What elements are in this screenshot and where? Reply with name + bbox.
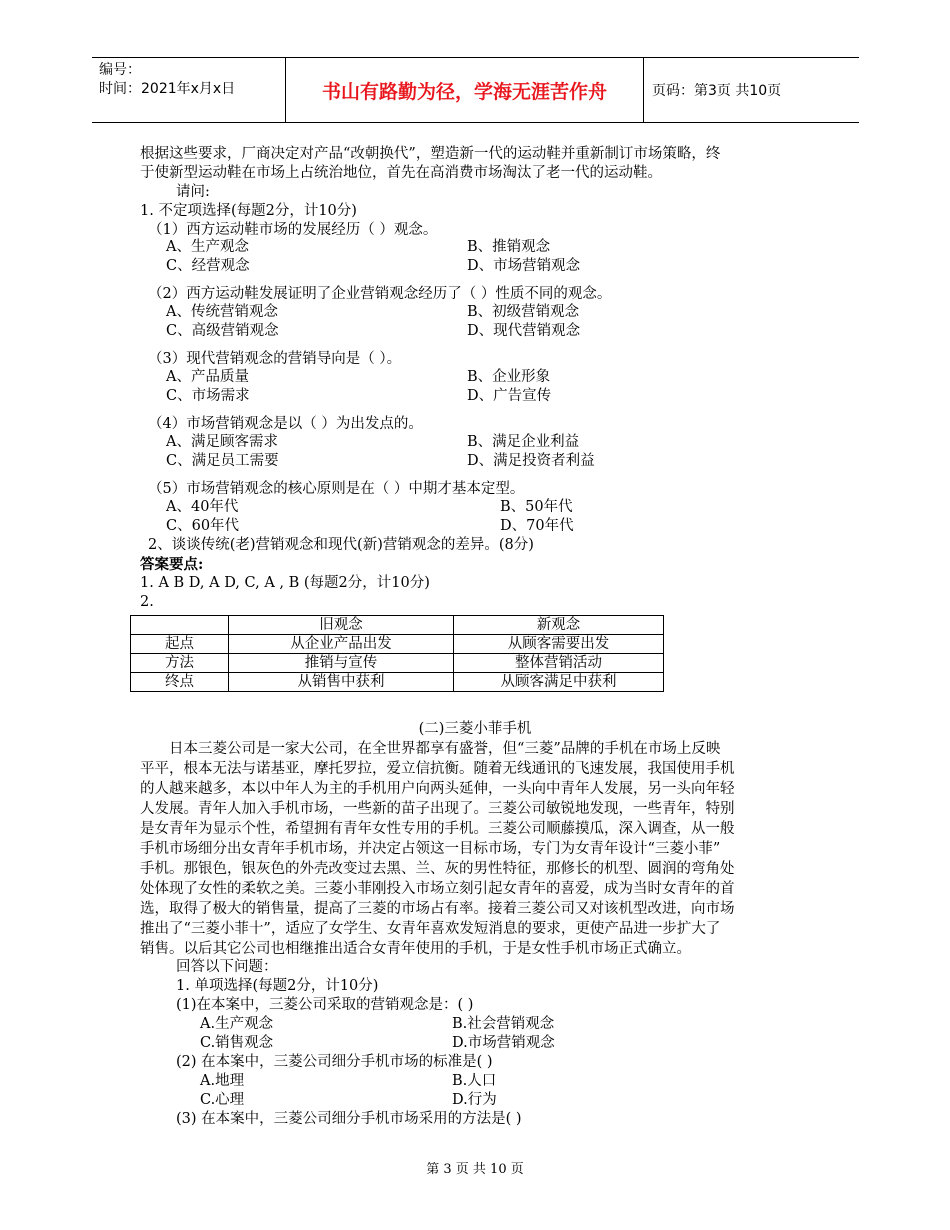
table-header-cell: 旧观念 bbox=[229, 616, 454, 635]
intro-line-2: 于使新型运动鞋在市场上占统治地位，首先在高消费市场淘汰了老一代的运动鞋。 bbox=[140, 165, 662, 181]
question-stem: (2) 在本案中，三菱公司细分手机市场的标准是( ) bbox=[176, 1054, 493, 1070]
comparison-table bbox=[130, 615, 664, 692]
option-c: C.心理 bbox=[200, 1092, 245, 1108]
option-c: C、满足员工需要 bbox=[166, 453, 279, 469]
option-a: A、满足顾客需求 bbox=[166, 434, 278, 450]
paragraph-line: 的人越来越多，本以中年人为主的手机用户向两头延伸，一头向中青年人发展，另一头向年轻 bbox=[140, 781, 735, 797]
option-c: C、经营观念 bbox=[166, 258, 250, 274]
header-page-info: 页码：第3页 共10页 bbox=[652, 83, 782, 99]
option-d: D、满足投资者利益 bbox=[467, 453, 595, 469]
paragraph-line: 平平，根本无法与诺基亚，摩托罗拉，爱立信抗衡。随着无线通讯的飞速发展，我国使用手机 bbox=[140, 761, 735, 777]
paragraph-line: 销售。以后其它公司也相继推出适合女青年使用的手机，于是女性手机市场正式确立。 bbox=[140, 941, 691, 957]
document-number-label: 编号： bbox=[99, 62, 141, 78]
paragraph-line: 手机。那银色，银灰色的外壳改变过去黑、兰、灰的男性特征，那修长的机型、圆润的弯角处 bbox=[140, 861, 735, 877]
paragraph-line: 是女青年为显示个性，希望拥有青年女性专用的手机。三菱公司顺藤摸瓜，深入调查，从一般 bbox=[140, 821, 735, 837]
table-header-cell: 新观念 bbox=[454, 616, 664, 635]
question-stem: （5）市场营销观念的核心原则是在（ ）中期才基本定型。 bbox=[148, 481, 525, 497]
option-a: A、产品质量 bbox=[166, 369, 249, 385]
case-paragraph bbox=[140, 739, 812, 959]
option-d: D.市场营销观念 bbox=[452, 1035, 555, 1051]
table-cell: 从顾客需要出发 bbox=[454, 635, 664, 654]
table-cell: 起点 bbox=[131, 635, 229, 654]
page-footer: 第 3 页 共 10 页 bbox=[426, 1162, 524, 1177]
answer-title: 答案要点: bbox=[140, 556, 204, 573]
table-cell: 从销售中获利 bbox=[229, 673, 454, 692]
paragraph-line: 推出了“三菱小菲十”，适应了女学生、女青年喜欢发短消息的要求，更使产品进一步扩大了 bbox=[140, 921, 721, 937]
option-b: B.人口 bbox=[452, 1073, 497, 1089]
paragraph-line: 处体现了女性的柔软之美。三菱小菲刚投入市场立刻引起女青年的喜爱，成为当时女青年的首 bbox=[140, 881, 735, 897]
question-2: 2、谈谈传统(老)营销观念和现代(新)营销观念的差异。(8分) bbox=[148, 537, 534, 553]
option-c: C、60年代 bbox=[166, 518, 240, 534]
page-header bbox=[92, 57, 859, 123]
header-motto: 书山有路勤为径，学海无涯苦作舟 bbox=[285, 58, 644, 122]
option-b: B、推销观念 bbox=[467, 239, 551, 255]
option-a: A.地理 bbox=[200, 1073, 245, 1089]
table-row bbox=[131, 673, 664, 692]
table-cell: 整体营销活动 bbox=[454, 654, 664, 673]
option-c: C.销售观念 bbox=[200, 1035, 274, 1051]
option-b: B、50年代 bbox=[500, 499, 573, 515]
option-d: D、市场营销观念 bbox=[467, 258, 581, 274]
ask-label: 请问: bbox=[176, 184, 210, 200]
table-header-row bbox=[131, 616, 664, 635]
option-d: D、广告宣传 bbox=[467, 388, 552, 404]
paragraph-line: 人发展。青年人加入手机市场，一些新的苗子出现了。三菱公司敏锐地发现，一些青年，特别 bbox=[140, 801, 735, 817]
table-row bbox=[131, 635, 664, 654]
case-title: (二)三菱小菲手机 bbox=[418, 721, 532, 737]
option-a: A、传统营销观念 bbox=[166, 304, 278, 320]
question-1-title: 1. 不定项选择(每题2分，计10分) bbox=[140, 203, 357, 219]
table-cell: 推销与宣传 bbox=[229, 654, 454, 673]
option-d: D、现代营销观念 bbox=[467, 323, 581, 339]
table-cell: 从企业产品出发 bbox=[229, 635, 454, 654]
answer-2: 2. bbox=[140, 594, 154, 610]
option-a: A.生产观念 bbox=[200, 1016, 274, 1032]
question-stem: （1）西方运动鞋市场的发展经历（ ）观念。 bbox=[148, 222, 438, 238]
option-b: B.社会营销观念 bbox=[452, 1016, 555, 1032]
question-stem: （2）西方运动鞋发展证明了企业营销观念经历了（ ）性质不同的观念。 bbox=[148, 286, 612, 302]
table-cell: 从顾客满足中获利 bbox=[454, 673, 664, 692]
table-cell: 终点 bbox=[131, 673, 229, 692]
paragraph-line: 日本三菱公司是一家大公司，在全世界都享有盛誉，但“三菱”品牌的手机在市场上反映 bbox=[140, 741, 721, 757]
option-c: C、市场需求 bbox=[166, 388, 250, 404]
question-stem: （4）市场营销观念是以（ ）为出发点的。 bbox=[148, 416, 423, 432]
answer-prompt: 回答以下问题： bbox=[176, 959, 278, 975]
document-time-label: 时间：2021年x月x日 bbox=[99, 81, 236, 97]
option-a: A、生产观念 bbox=[166, 239, 249, 255]
option-b: B、初级营销观念 bbox=[467, 304, 580, 320]
option-b: B、满足企业利益 bbox=[467, 434, 580, 450]
option-d: D.行为 bbox=[452, 1092, 497, 1108]
table-row bbox=[131, 654, 664, 673]
question-stem: (1)在本案中，三菱公司采取的营销观念是：( ) bbox=[176, 997, 474, 1013]
question-stem: (3) 在本案中，三菱公司细分手机市场采用的方法是( ) bbox=[176, 1111, 522, 1127]
question-stem: （3）现代营销观念的营销导向是（ ）。 bbox=[148, 351, 402, 367]
header-meta bbox=[92, 58, 285, 122]
table-header-cell bbox=[131, 616, 229, 635]
intro-line-1: 根据这些要求，厂商决定对产品“改朝换代”，塑造新一代的运动鞋并重新制订市场策略，终 bbox=[140, 146, 721, 162]
paragraph-line: 手机市场细分出女青年手机市场，并决定占领这一目标市场，专门为女青年设计“三菱小菲” bbox=[140, 841, 721, 857]
option-a: A、40年代 bbox=[166, 499, 239, 515]
option-d: D、70年代 bbox=[500, 518, 574, 534]
question-1-title: 1. 单项选择(每题2分，计10分) bbox=[176, 978, 379, 994]
table-cell: 方法 bbox=[131, 654, 229, 673]
option-b: B、企业形象 bbox=[467, 369, 551, 385]
answer-1: 1. A B D, A D, C, A , B (每题2分，计10分) bbox=[140, 575, 430, 591]
option-c: C、高级营销观念 bbox=[166, 323, 279, 339]
paragraph-line: 选，取得了极大的销售量，提高了三菱的市场占有率。接着三菱公司又对该机型改进，向市场 bbox=[140, 901, 735, 917]
